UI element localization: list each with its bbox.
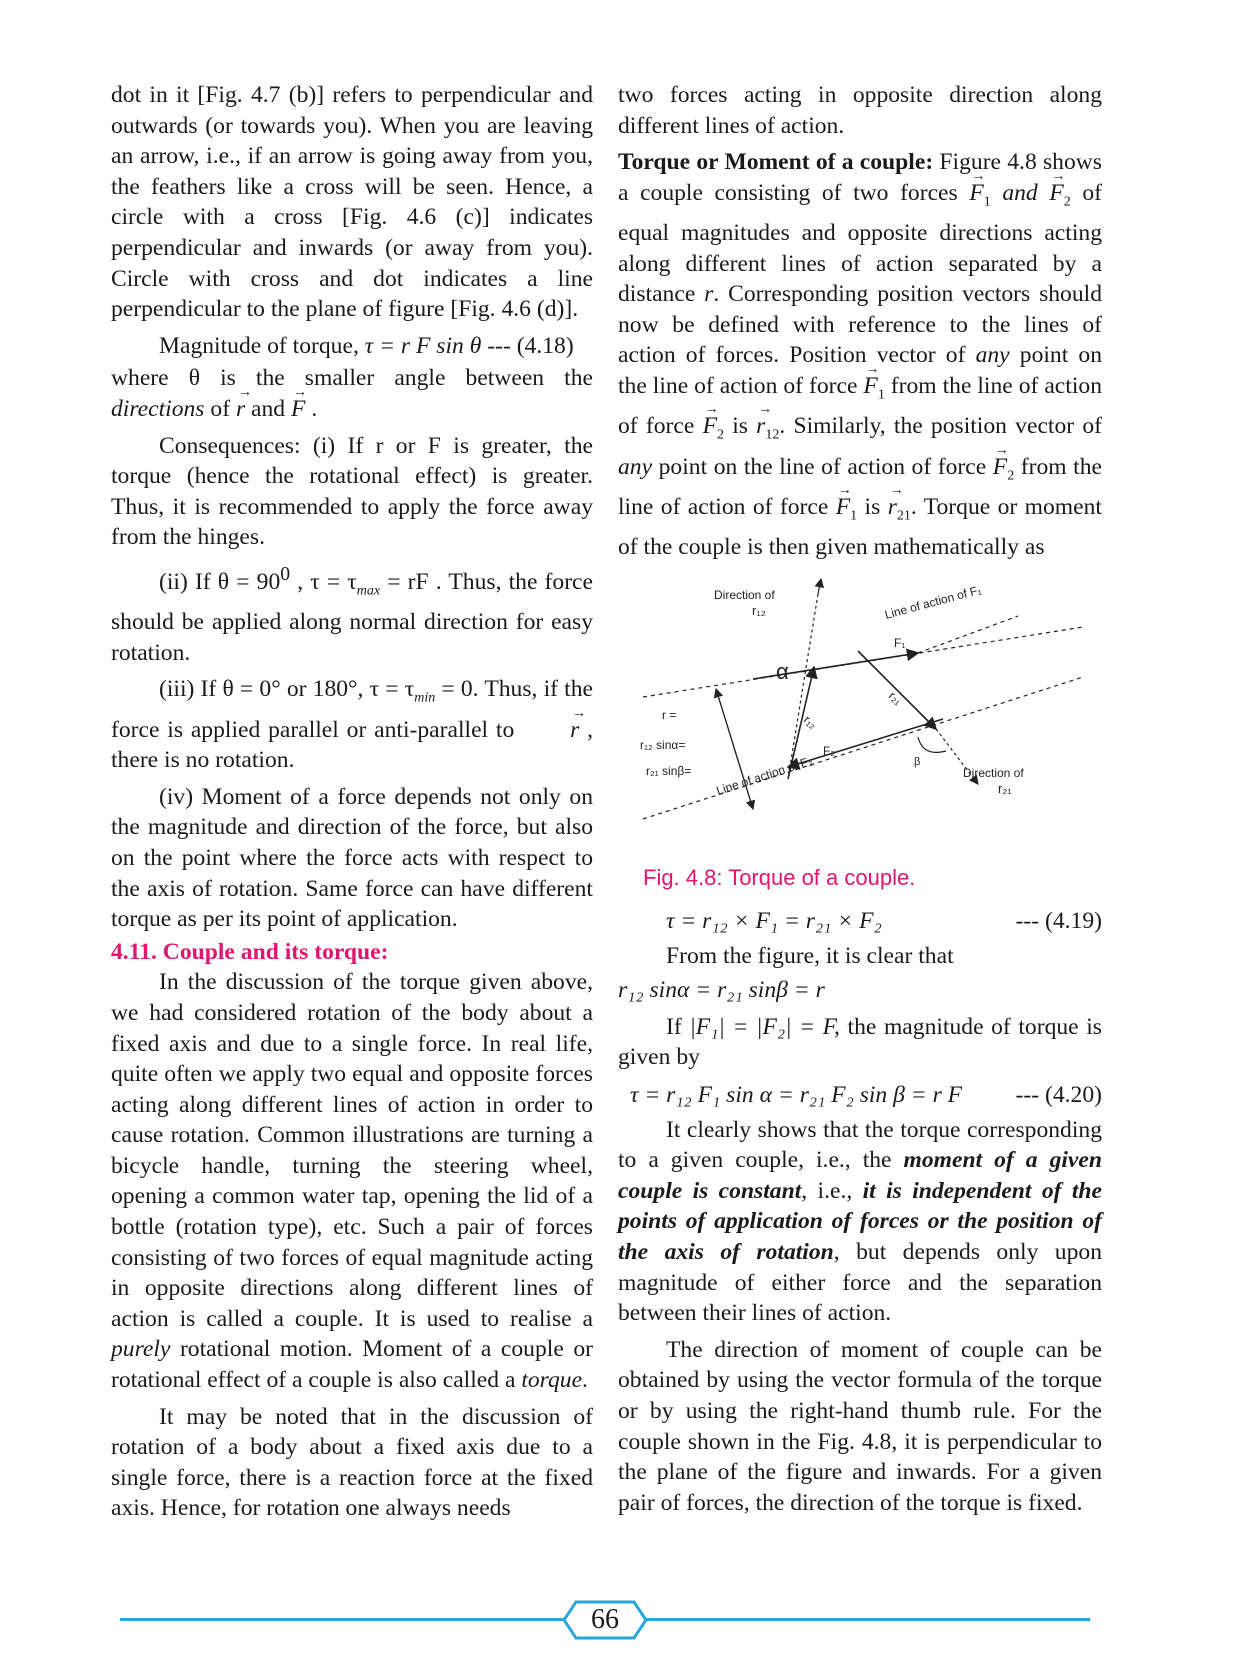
sin-equation: r₁₂ sinα = r₂₁ sinβ = r <box>618 976 825 1003</box>
from-figure-line: From the figure, it is clear that <box>666 942 954 969</box>
r21sin-label: r₂₁ sinβ= <box>646 763 692 778</box>
f1-label: F₁ <box>894 635 906 650</box>
paragraph-arrow-convention: dot in it [Fig. 4.7 (b)] refers to perpendicular and outwards (or towards you). When you are leaving an arrow, i.e., if an arrow is going away from you, the feathers like a cross will be seen. Hence, a circle with a cross [Fig. 4.6 (c)] indicates perpendicular and inwards (or away from you). Circle with cross and dot indicates a line perpendicular to the plane of figure [Fig. 4.6 (d)]. <box>111 82 593 323</box>
r12-label: r₁₂ <box>801 712 820 732</box>
dir-r21-sub: r₂₁ <box>998 780 1012 796</box>
f2-label: F₂ <box>823 743 835 758</box>
consequence-iv: (iv) Moment of a force depends not only on the magnitude and direction of the force, but also on the point where the force acts with respect to the axis of rotation. Same force can have different torque as per its point of application. <box>111 783 593 933</box>
r12sin-label: r₁₂ sinα= <box>640 737 686 752</box>
where-theta-paragraph: where θ is the smaller angle between the directions of → r and → F . <box>111 363 593 424</box>
line-f1-label: Line of action of F₁ <box>883 582 983 622</box>
left-column <box>111 80 593 1530</box>
if-magnitude-paragraph: If |F₁| = |F₂| = F, the magnitude of torque is given by <box>618 1013 1102 1071</box>
r-eq-label: r = <box>662 707 677 722</box>
page-number: 66 <box>591 1604 619 1635</box>
r12-direction-line <box>788 594 818 779</box>
page-number-badge <box>562 1600 648 1640</box>
couple-diagram <box>618 569 1102 847</box>
lower-dashed-line <box>643 677 1083 819</box>
section-heading: 4.11. Couple and its torque: <box>111 938 389 965</box>
dir-r12-label: Direction of <box>714 587 775 602</box>
torque-of-couple-paragraph: Torque or Moment of a couple: Figure 4.8 shows a couple consisting of two forces → $F_1$ and → $F_2$ of equal magnitudes and opposite directions acting along different lines of action separated by a distance r. Corresponding position vectors should now be defined with reference to the lines of action of forces. Position vector of any point on the line of action of force → $F_1$ from the line of action of force → $F_2$ is → $r_{12}$. Similarly, the position vector of any point on the line of action of force → $F_2$ from the line of action of force → $F_1$ is → $r_{21}$. Torque or moment of the couple is then given mathematically as <box>618 147 1102 563</box>
equation-4-19: τ = r₁₂ × F₁ = r₂₁ × F₂ --- (4.19) <box>666 907 1102 934</box>
r21-label: r₂₁ <box>886 688 905 708</box>
consequences-paragraph: Consequences: (i) If r or F is greater, the torque (hence the rotational effect) is greater. Thus, it is recommended to apply the force away from the hinges. <box>111 432 593 551</box>
noted-paragraph: It may be noted that in the discussion of rotation of a body about a fixed axis due to a single force, there is a reaction force at the fixed axis. Hence, for rotation one always needs <box>111 1403 593 1522</box>
continued-paragraph: two forces acting in opposite direction along different lines of action. <box>618 82 1102 139</box>
line-f2-label: Line of action of F₂ <box>714 753 815 798</box>
couple-figure <box>618 569 1102 847</box>
consequence-ii: (ii) If $\theta = 90^0$ , $\tau = \tau_{max}$ = rF . Thus, the force should be applied along normal direction for easy rotation. <box>111 562 594 666</box>
beta-arc <box>918 737 946 752</box>
consequence-iii: (iii) If θ = 0° or 180°, $\tau = \tau_{min} = 0$. Thus, if the force is applied parallel or anti-parallel to → r , there is no rotation. <box>111 674 593 776</box>
alpha-label: α <box>776 658 789 684</box>
figure-caption: Fig. 4.8: Torque of a couple. <box>643 864 916 890</box>
equation-4-20: τ = r₁₂ F₁ sin α = r₂₁ F₂ sin β = r F --- (4.20) <box>630 1081 1102 1108</box>
magnitude-of-torque: Magnitude of torque, τ = r F sin θ --- (4.18) <box>159 332 574 359</box>
beta-label: β <box>914 755 921 768</box>
page-footer <box>120 1600 1090 1640</box>
couple-constant-paragraph: It clearly shows that the torque corresponding to a given couple, i.e., the moment of a given couple is constant, i.e., it is independent of the points of application of forces or the position of the axis of rotation, but depends only upon magnitude of either force and the separation between their lines of action. <box>618 1116 1102 1327</box>
right-column <box>618 80 1102 1524</box>
dir-r12-sub: r₁₂ <box>752 602 766 618</box>
direction-paragraph: The direction of moment of couple can be obtained by using the vector formula of the torque or by using the right-hand thumb rule. For the couple shown in the Fig. 4.8, it is perpendicular to the plane of the figure and inwards. For a given pair of forces, the direction of the torque is fixed. <box>618 1336 1102 1516</box>
couple-paragraph: In the discussion of the torque given above, we had considered rotation of the body about a fixed axis and due to a single force. In real life, quite often we apply two equal and opposite forces acting along different lines of action in order to cause rotation. Common illustrations are turning a bicycle handle, turning the steering wheel, opening a common water tap, opening the lid of a bottle (rotation type), etc. Such a pair of forces consisting of two forces of equal magnitude acting in opposite directions along different lines of action is called a couple. It is used to realise a purely rotational motion. Moment of a couple or rotational effect of a couple is also called a torque. <box>111 969 593 1394</box>
dir-r21-label: Direction of <box>963 765 1024 780</box>
